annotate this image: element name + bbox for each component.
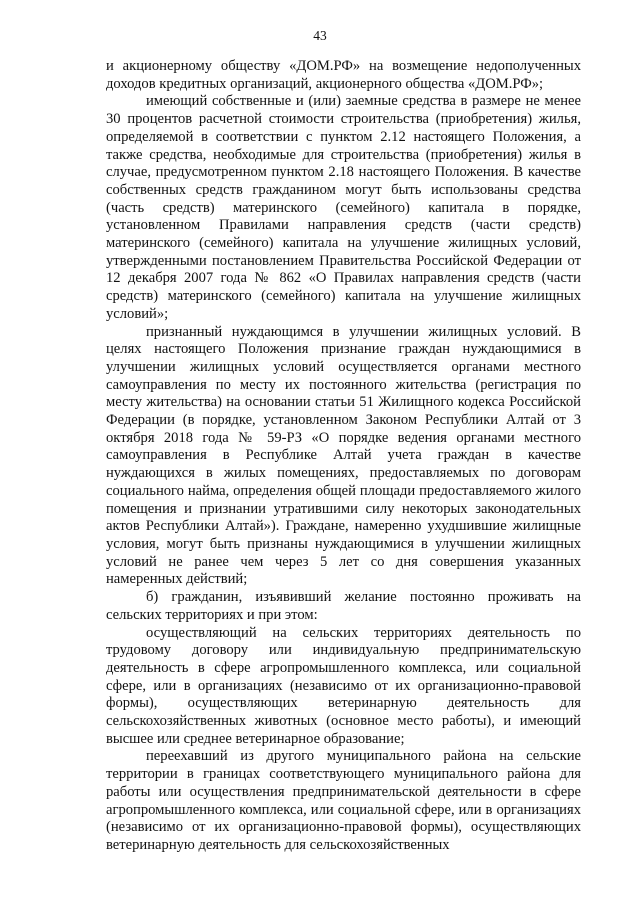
document-body <box>106 58 581 855</box>
paragraph-employment: осуществляющий на сельских территориях деятельность по трудовому договору или индивидуальную предпринимательскую деятельность в сфере агропромышленного комплекса, или социальной сфере, или в организациях (независимо от их организационно-правовой формы), осуществляющих ветеринарную деятельность для сельскохозяйственных животных (основное место работы), и имеющий высшее или среднее ветеринарное образование; <box>106 624 581 747</box>
paragraph-relocated: переехавший из другого муниципального района на сельские территории в границах соответствующего муниципального района для работы или осуществления предпринимательской деятельности в сфере агропромышленного комплекса, или социальной сфере, или в организациях (независимо от их организационно-правовой формы), осуществляющих ветеринарную деятельность для сельскохозяйственных <box>106 748 581 853</box>
page-number: 43 <box>313 28 327 43</box>
paragraph-housing-need: признанный нуждающимся в улучшении жилищных условий. В целях настоящего Положения признание граждан нуждающимися в улучшении жилищных условий осуществляется органами местного самоуправления по месту их постоянного жительства (регистрация по месту жительства) на основании статьи 51 Жилищного кодекса Российской Федерации (в порядке, установленном Законом Республики Алтай от 3 октября 2018 года № 59-РЗ «О порядке ведения органами местного самоуправления в Республике Алтай учета граждан в качестве нуждающихся в жилых помещениях, предоставляемых по договорам социального найма, определения общей площади предоставляемого жилого помещения и признании утратившими силу некоторых законодательных актов Республики Алтай»). Граждане, намеренно ухудшившие жилищные условия, могут быть признаны нуждающимися в улучшении жилищных условий не ранее чем через 5 лет со дня совершения указанных намеренных действий; <box>106 323 581 588</box>
paragraph-continuation: и акционерному обществу «ДОМ.РФ» на возмещение недополученных доходов кредитных организаций, акционерного общества «ДОМ.РФ»; <box>106 58 581 92</box>
paragraph-item-b: б) гражданин, изъявивший желание постоянно проживать на сельских территориях и при этом: <box>106 589 581 623</box>
paragraph-own-funds: имеющий собственные и (или) заемные средства в размере не менее 30 процентов расчетной стоимости строительства (приобретения) жилья, определяемой в соответствии с пунктом 2.12 настоящего Положения, а также средства, необходимые для строительства (приобретения) жилья в случае, предусмотренном пунктом 2.18 настоящего Положения. В качестве собственных средств гражданином могут быть использованы средства (часть средств) материнского (семейного) капитала в порядке, установленном Правилами направления средств (части средств) материнского (семейного) капитала на улучшение жилищных условий, утвержденными постановлением Правительства Российской Федерации от 12 декабря 2007 года № 862 «О Правилах направления средств (части средств) материнского (семейного) капитала на улучшение жилищных условий»; <box>106 93 581 322</box>
